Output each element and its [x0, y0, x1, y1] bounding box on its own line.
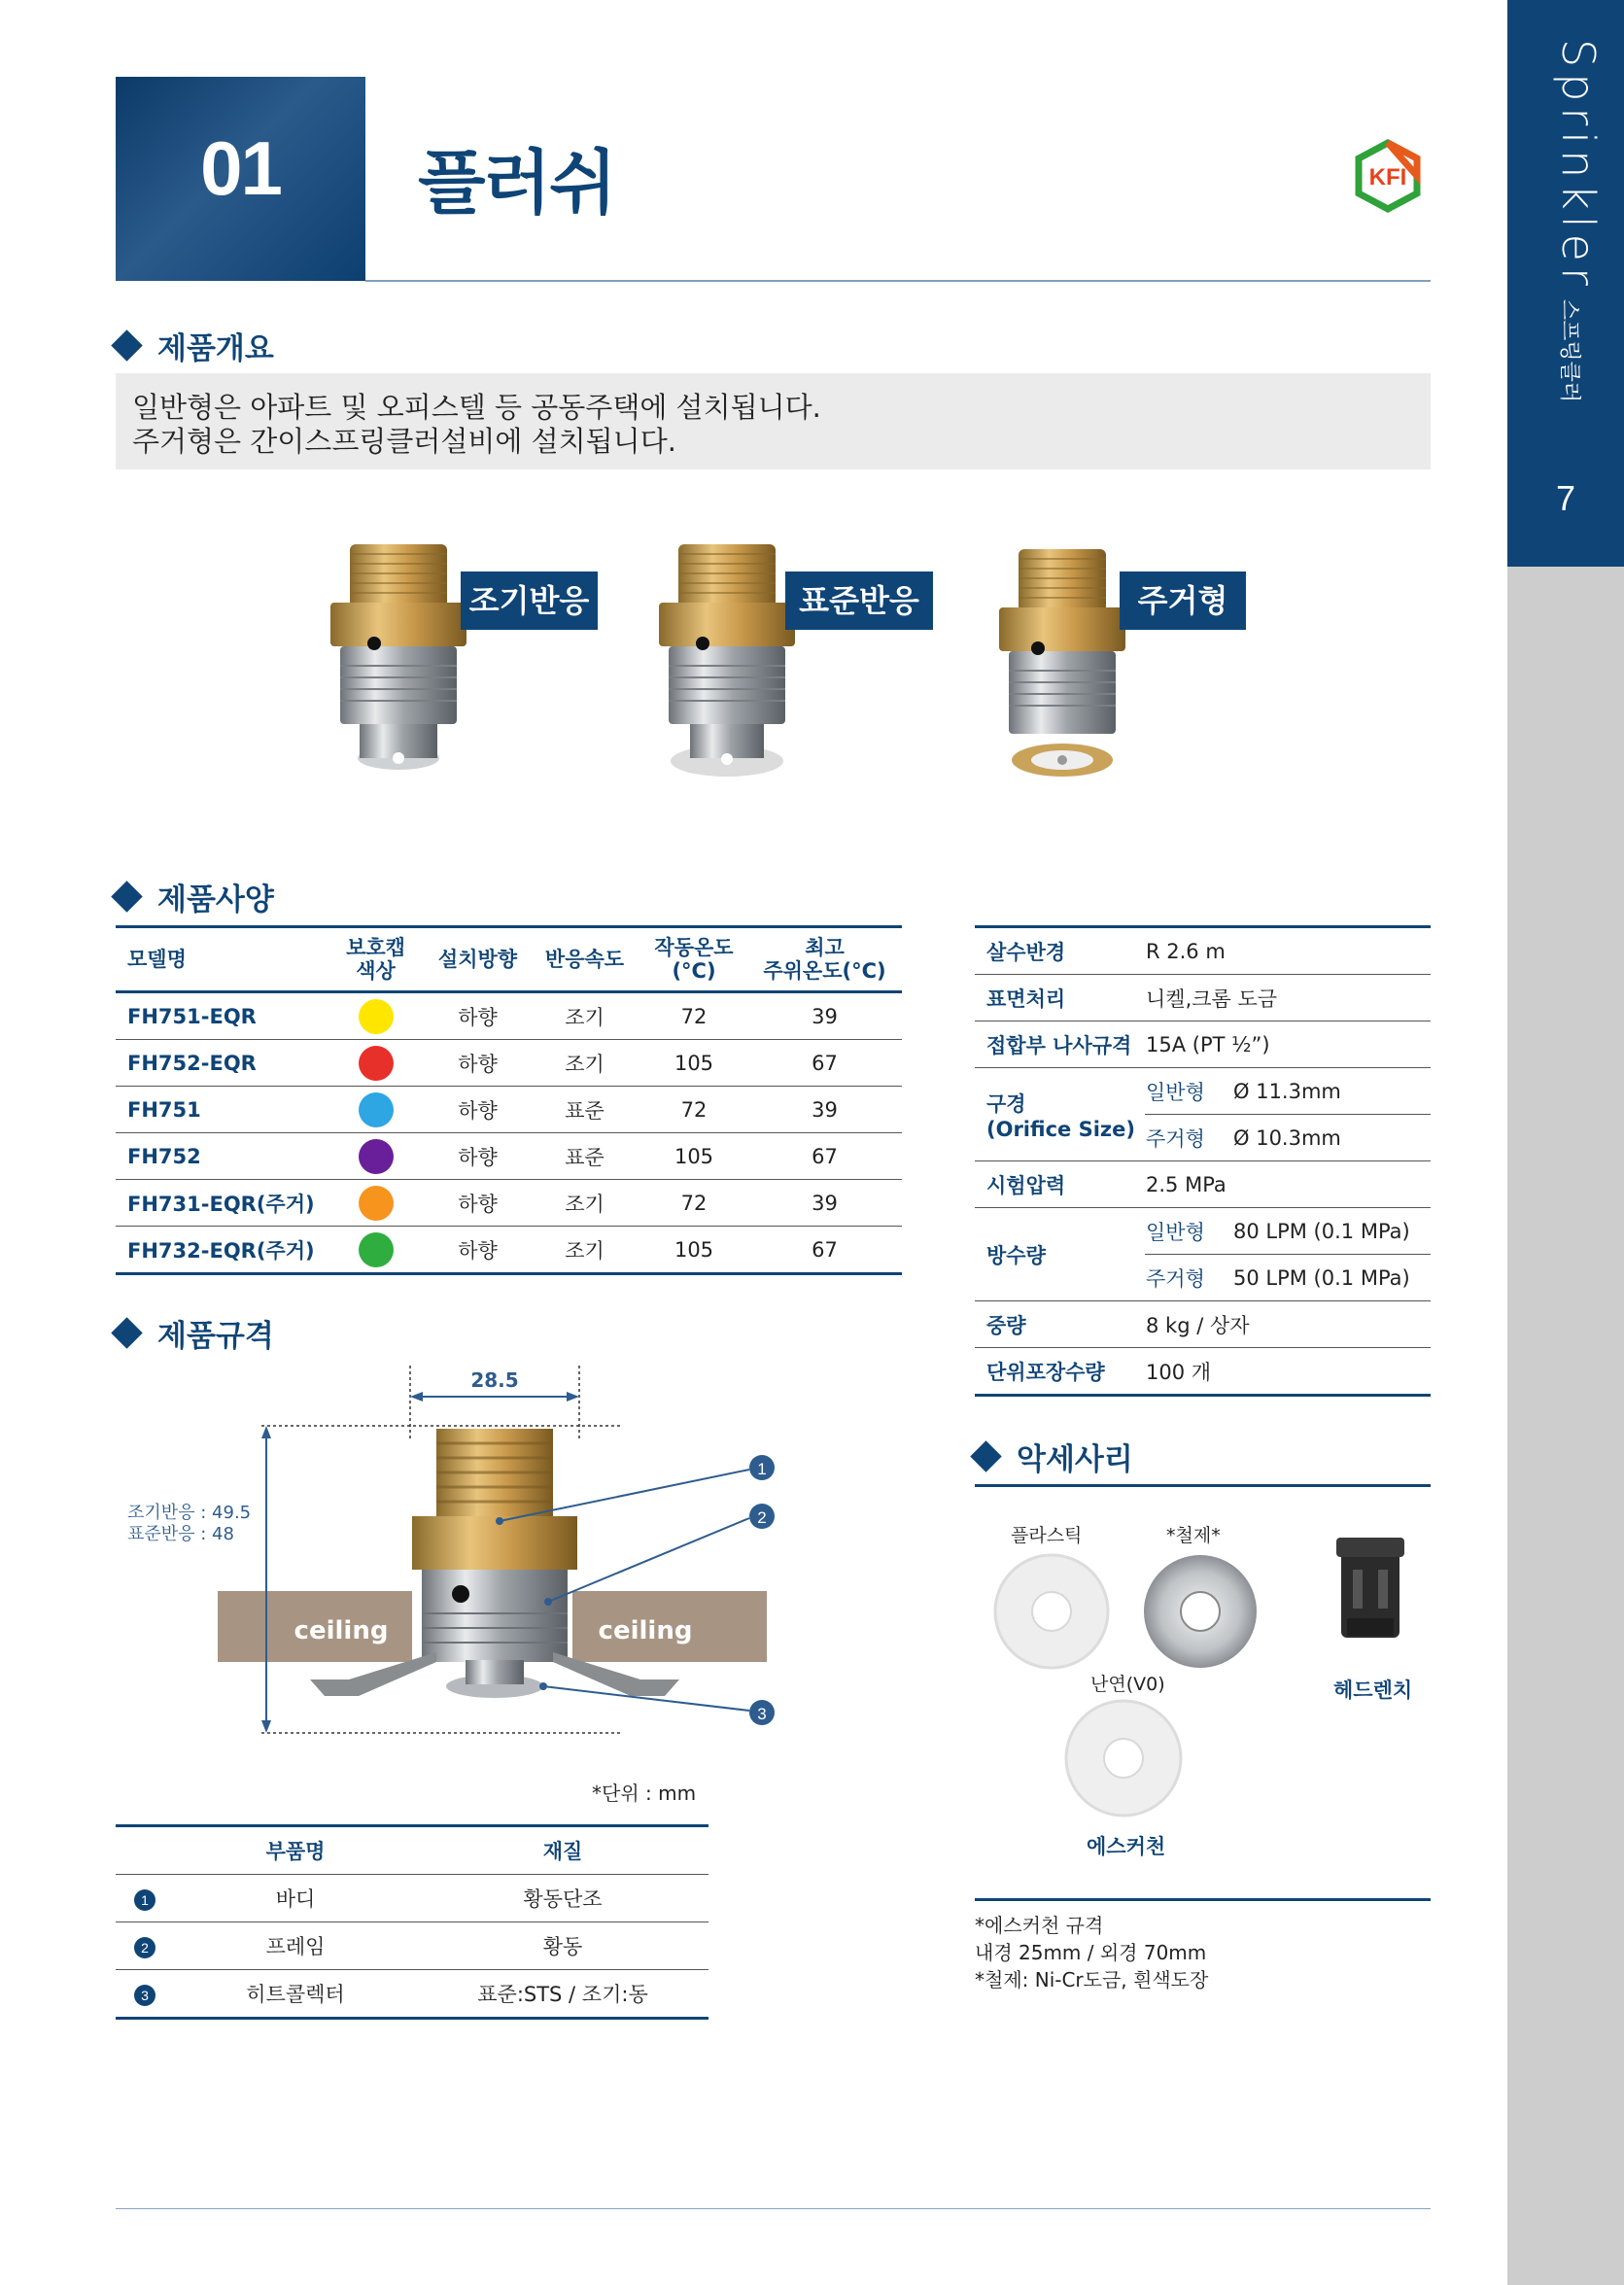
col-cap-color: 보호캡 색상 — [325, 927, 427, 992]
col-direction: 설치방향 — [427, 927, 529, 992]
accessories-divider — [975, 1484, 1431, 1487]
steel-label: *철제* — [1166, 1525, 1221, 1546]
model-cell: FH751-EQR — [116, 992, 325, 1040]
thread-key: 접합부 나사규격 — [975, 1021, 1145, 1068]
temp-cell: 105 — [640, 1227, 747, 1274]
page-title: 플러쉬 — [418, 142, 615, 224]
speed-cell: 조기 — [529, 992, 640, 1040]
label-residential: 주거형 — [1120, 571, 1246, 630]
temp-cell: 105 — [640, 1133, 747, 1180]
model-cell: FH752-EQR — [116, 1040, 325, 1087]
spec-table-header — [116, 927, 902, 992]
header-divider — [365, 280, 1431, 282]
radius-value: R 2.6 m — [1145, 927, 1431, 975]
col-material: 재질 — [417, 1826, 708, 1875]
speed-cell: 표준 — [529, 1133, 640, 1180]
parts-table — [116, 1824, 708, 2020]
table-row — [116, 1227, 902, 1274]
part-material: 황동단조 — [417, 1875, 708, 1922]
part-number-badge: 1 — [134, 1889, 155, 1911]
callout-2: 2 — [757, 1508, 767, 1527]
direction-cell: 하향 — [427, 1180, 529, 1227]
cap-color-dot — [359, 1186, 394, 1221]
parts-header — [116, 1826, 708, 1875]
dimension-heading: 제품규격 — [116, 1311, 274, 1355]
note-steel: *철제: Ni-Cr도금, 흰색도장 — [975, 1968, 1209, 1991]
table-row — [116, 1970, 708, 2019]
pressure-value: 2.5 MPa — [1145, 1161, 1431, 1208]
wrench-label: 헤드렌치 — [1333, 1679, 1413, 1702]
head-wrench-image — [1331, 1536, 1409, 1643]
weight-key: 중량 — [975, 1301, 1145, 1348]
speed-cell: 조기 — [529, 1040, 640, 1087]
page-number: 7 — [1555, 478, 1576, 518]
temp-cell: 72 — [640, 1180, 747, 1227]
thread-value: 15A (PT ½”) — [1145, 1021, 1431, 1068]
ceiling-label-right: ceiling — [598, 1616, 693, 1645]
model-cell: FH732-EQR(주거) — [116, 1227, 325, 1274]
part-name: 프레임 — [174, 1922, 417, 1970]
part-name: 바디 — [174, 1875, 417, 1922]
label-standard-response: 표준반응 — [785, 571, 933, 630]
cap-color-dot — [359, 1232, 394, 1267]
steel-escutcheon-image — [1142, 1553, 1259, 1670]
overview-line-1: 일반형은 아파트 및 오피스텔 등 공동주택에 설치됩니다. — [132, 391, 821, 424]
flow-key: 방수량 — [975, 1208, 1145, 1301]
side-title-ko: 스프링클러 — [1557, 298, 1581, 403]
spec-table — [116, 925, 902, 1275]
orifice-key: 구경 (Orifice Size) — [975, 1068, 1145, 1161]
direction-cell: 하향 — [427, 992, 529, 1040]
direction-cell: 하향 — [427, 1087, 529, 1133]
note-dimensions: 내경 25mm / 외경 70mm — [975, 1941, 1207, 1964]
table-row — [116, 1875, 708, 1922]
escutcheon-label: 에스커천 — [1087, 1835, 1166, 1858]
flow-general-key: 일반형 — [1145, 1208, 1232, 1255]
col-model: 모델명 — [116, 927, 325, 992]
speed-cell: 조기 — [529, 1227, 640, 1274]
part-number-badge: 3 — [134, 1985, 155, 2006]
performance-table — [975, 925, 1431, 1397]
pack-key: 단위포장수량 — [975, 1348, 1145, 1396]
col-max-temp: 최고 주위온도(°C) — [747, 927, 902, 992]
cap-color-dot — [359, 1046, 394, 1081]
overview-heading: 제품개요 — [116, 324, 274, 367]
col-temp: 작동온도 (°C) — [640, 927, 747, 992]
col-part-name: 부품명 — [174, 1826, 417, 1875]
callout-3: 3 — [757, 1705, 767, 1723]
overview-line-2: 주거형은 간이스프링클러설비에 설치됩니다. — [132, 425, 676, 458]
ceiling-label-left: ceiling — [294, 1616, 389, 1645]
side-title — [1507, 39, 1624, 457]
weight-value: 8 kg / 상자 — [1145, 1301, 1431, 1348]
orifice-res-key: 주거형 — [1145, 1115, 1232, 1161]
flow-res-key: 주거형 — [1145, 1255, 1232, 1301]
max-temp-cell: 67 — [747, 1133, 902, 1180]
note-escutcheon-spec: *에스커천 규격 — [975, 1914, 1104, 1937]
max-temp-cell: 67 — [747, 1040, 902, 1087]
cap-color-dot — [359, 1092, 394, 1127]
direction-cell: 하향 — [427, 1227, 529, 1274]
max-temp-cell: 39 — [747, 1087, 902, 1133]
unit-note: *단위 : mm — [592, 1782, 697, 1805]
accessories-heading: 악세사리 — [975, 1435, 1133, 1478]
speed-cell: 표준 — [529, 1087, 640, 1133]
spec-heading: 제품사양 — [116, 875, 274, 918]
orifice-general-key: 일반형 — [1145, 1068, 1232, 1115]
table-row — [116, 1180, 902, 1227]
direction-cell: 하향 — [427, 1133, 529, 1180]
height-standard: 표준반응 : 48 — [127, 1524, 234, 1544]
direction-cell: 하향 — [427, 1040, 529, 1087]
col-speed: 반응속도 — [529, 927, 640, 992]
model-cell: FH751 — [116, 1087, 325, 1133]
pack-value: 100 개 — [1145, 1348, 1431, 1396]
callout-1: 1 — [757, 1460, 767, 1478]
part-material: 황동 — [417, 1922, 708, 1970]
radius-key: 살수반경 — [975, 927, 1145, 975]
surface-value: 니켈,크롬 도금 — [1145, 975, 1431, 1021]
table-row — [116, 1087, 902, 1133]
max-temp-cell: 67 — [747, 1227, 902, 1274]
width-dimension: 28.5 — [470, 1368, 519, 1392]
cap-color-dot — [359, 1139, 394, 1174]
accessories-note-divider — [975, 1898, 1431, 1901]
temp-cell: 105 — [640, 1040, 747, 1087]
table-row — [116, 1040, 902, 1087]
side-band-grey — [1507, 567, 1624, 2285]
side-title-en: Sprinkler — [1552, 39, 1605, 292]
model-cell: FH731-EQR(주거) — [116, 1180, 325, 1227]
part-number-badge: 2 — [134, 1937, 155, 1958]
footer-divider — [116, 2208, 1431, 2209]
pressure-key: 시험압력 — [975, 1161, 1145, 1208]
surface-key: 표면처리 — [975, 975, 1145, 1021]
plastic-label: 플라스틱 — [1011, 1525, 1083, 1546]
temp-cell: 72 — [640, 992, 747, 1040]
flame-retardant-escutcheon-image — [1064, 1699, 1183, 1818]
plastic-escutcheon-image — [993, 1553, 1110, 1670]
part-material: 표준:STS / 조기:동 — [417, 1970, 708, 2019]
flame-retardant-label: 난연(V0) — [1090, 1674, 1165, 1695]
max-temp-cell: 39 — [747, 992, 902, 1040]
label-early-response: 조기반응 — [461, 571, 598, 630]
orifice-res-value: Ø 10.3mm — [1232, 1115, 1431, 1161]
table-row — [116, 1922, 708, 1970]
table-row — [116, 1133, 902, 1180]
part-name: 히트콜렉터 — [174, 1970, 417, 2019]
svg-text:KFI: KFI — [1368, 164, 1407, 190]
model-cell: FH752 — [116, 1133, 325, 1180]
cap-color-dot — [359, 999, 394, 1034]
height-early: 조기반응 : 49.5 — [127, 1503, 252, 1523]
max-temp-cell: 39 — [747, 1180, 902, 1227]
kfi-logo — [1351, 139, 1425, 213]
speed-cell: 조기 — [529, 1180, 640, 1227]
dimension-diagram — [116, 1351, 796, 1759]
flow-res-value: 50 LPM (0.1 MPa) — [1232, 1255, 1431, 1301]
table-row — [116, 992, 902, 1040]
orifice-general-value: Ø 11.3mm — [1232, 1068, 1431, 1115]
flow-general-value: 80 LPM (0.1 MPa) — [1232, 1208, 1431, 1255]
temp-cell: 72 — [640, 1087, 747, 1133]
chapter-number: 01 — [200, 125, 281, 211]
